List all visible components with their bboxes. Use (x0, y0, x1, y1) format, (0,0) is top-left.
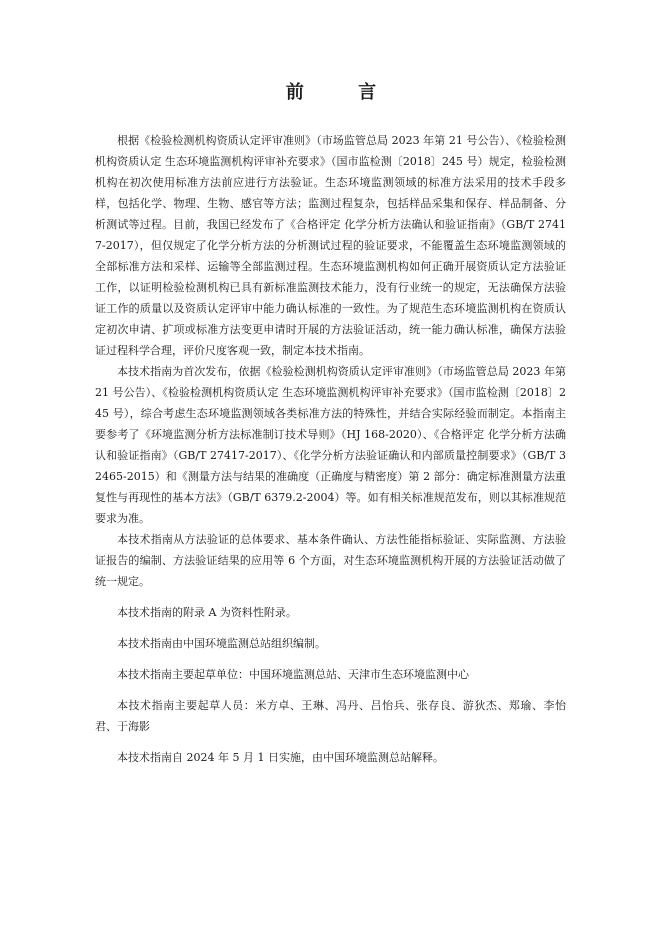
paragraph-scope: 本技术指南从方法验证的总体要求、基本条件确认、方法性能指标验证、实际监测、方法验证报告的编制、方法验证结果的应用等 6 个方面，对生态环境监测机构开展的方法验证活动做了统一规定。 (95, 533, 566, 588)
paragraph-effective-date: 本技术指南自 2024 年 5 月 1 日实施，由中国环境监测总站解释。 (117, 751, 444, 764)
paragraph-background: 根据《检验检测机构资质认定评审准则》（市场监管总局 2023 年第 21 号公告）、《检验检测机构资质认定 生态环境监测机构评审补充要求》（国市监检测〔2018〕245 号）规定，检验检测机构在初次使用标准方法前应进行方法验证。生态环境监测领域的标准方法采用的技术手段多样，包括化学、物理、生物、感官等方法；监测过程复杂，包括样品采集和保存、样品制备、分析测试等过程。目前，我国已经发布了《合格评定 化学分析方法确认和验证指南》（GB/T 27417-2017），但仅规定了化学分析方法的分析测试过程的验证要求，不能覆盖生态环境监测领域的全部标准方法和采样、运输等全部监测过程。生态环境监测机构如何正确开展资质认定方法验证工作，以证明检验检测机构已具有新标准监测技术能力，没有行业统一的规定，无法确保方法验证工作的质量以及资质认定评审中能力确认标准的一致性。为了规范生态环境监测机构在资质认定初次申请、扩项或标准方法变更申请时开展的方法验证活动，统一能力确认标准，确保方法验证过程科学合理，评价尺度客观一致，制定本技术指南。 (95, 134, 566, 357)
document-body (95, 130, 566, 768)
paragraph-drafting-units: 本技术指南主要起草单位：中国环境监测总站、天津市生态环境监测中心 (117, 668, 469, 681)
paragraph-appendix: 本技术指南的附录 A 为资料性附录。 (117, 606, 297, 619)
paragraph-basis: 本技术指南为首次发布，依据《检验检测机构资质认定评审准则》（市场监管总局 2023 年第 21 号公告）、《检验检测机构资质认定 生态环境监测机构评审补充要求》（国市监检测〔2018〕245 号），综合考虑生态环境监测领域各类标准方法的特殊性，并结合实际经验而制定。本指南主要参考了《环境监测分析方法标准制订技术导则》（HJ 168-2020）、《合格评定 化学分析方法确认和验证指南》（GB/T 27417-2017）、《化学分析方法验证确认和内部质量控制要求》（GB/T 32465-2015）和《测量方法与结果的准确度（正确度与精密度）第 2 部分：确定标准测量方法重复性与再现性的基本方法》（GB/T 6379.2-2004）等。如有相关标准规范发布，则以其标准规范要求为准。 (95, 365, 566, 525)
page-title: 前 言 (285, 82, 401, 103)
paragraph-organizer: 本技术指南由中国环境监测总站组织编制。 (117, 637, 326, 650)
paragraph-drafters: 本技术指南主要起草人员：米方卓、王琳、冯丹、吕怡兵、张存良、游狄杰、郑瑜、李怡君、于海影 (95, 699, 566, 733)
